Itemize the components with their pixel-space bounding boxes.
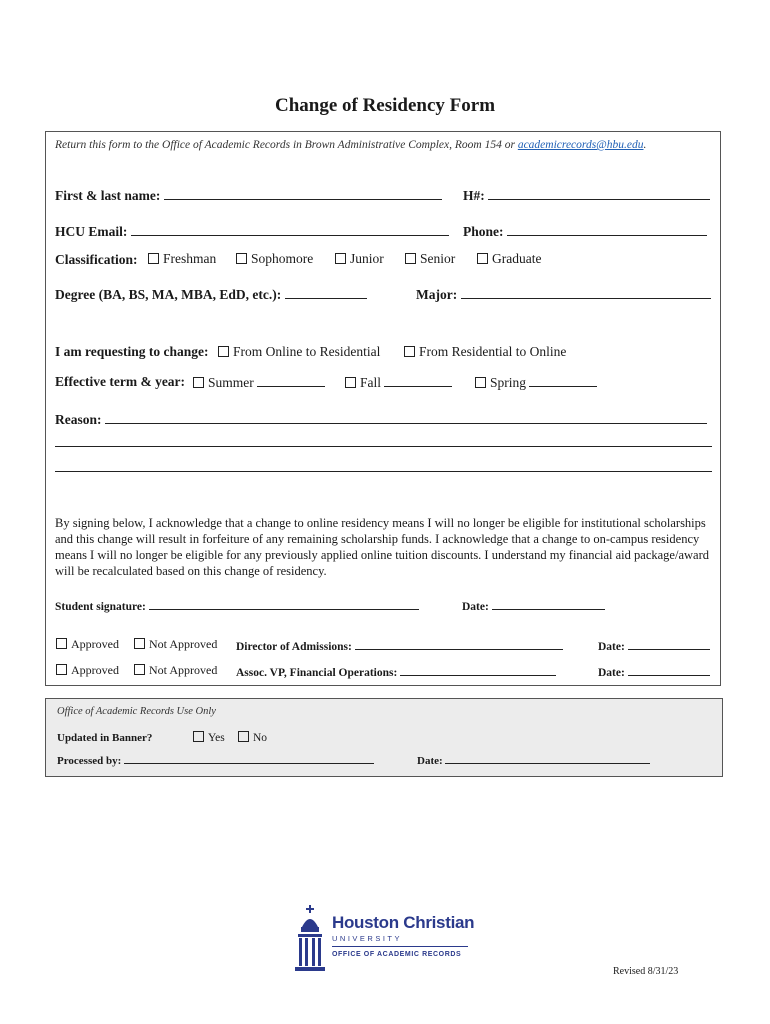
page-title: Change of Residency Form — [274, 95, 496, 116]
vp-field: Assoc. VP, Financial Operations: — [236, 663, 556, 679]
h-number-field: H#: — [463, 187, 710, 204]
checkbox[interactable] — [134, 638, 145, 649]
student-date-input[interactable] — [492, 597, 605, 610]
acknowledgement-text: By signing below, I acknowledge that a change to online residency means I will no longer be eligible for institutional scholarships and this change will result in forfeiture of any remaining scholarship funds. I acknowledge that a change to on-campus residency means I will no longer be eligible for any previously applied online tuition discounts. I understand my financial aid package/award will be recalculated based on this change of residency. — [55, 516, 709, 578]
term-spring[interactable]: Spring — [475, 374, 597, 391]
revised-date: Revised 8/31/23 — [613, 966, 679, 977]
spring-year-input[interactable] — [529, 374, 597, 387]
phone-input[interactable] — [507, 223, 707, 236]
student-signature-field: Student signature: — [55, 597, 419, 613]
checkbox[interactable] — [193, 377, 204, 388]
checkbox[interactable] — [477, 253, 488, 264]
classification-sophomore[interactable]: Sophomore — [236, 251, 313, 267]
reason-input-line-1[interactable] — [105, 411, 707, 424]
university-logo — [292, 905, 475, 975]
logo-office: OFFICE OF ACADEMIC RECORDS — [332, 951, 462, 958]
vp-signature-input[interactable] — [400, 663, 556, 676]
director-date-field: Date: — [598, 637, 710, 653]
request-label: I am requesting to change: — [55, 344, 209, 359]
name-field: First & last name: — [55, 187, 442, 204]
major-input[interactable] — [461, 286, 711, 299]
checkbox[interactable] — [148, 253, 159, 264]
reason-field: Reason: — [55, 411, 707, 428]
checkbox[interactable] — [134, 664, 145, 675]
phone-field: Phone: — [463, 223, 707, 240]
term-label: Effective term & year: — [55, 374, 186, 389]
processed-input[interactable] — [124, 753, 374, 764]
h-number-input[interactable] — [488, 187, 710, 200]
checkbox[interactable] — [218, 346, 229, 357]
checkbox[interactable] — [345, 377, 356, 388]
checkbox[interactable] — [475, 377, 486, 388]
vp-approved[interactable]: Approved — [56, 663, 119, 678]
logo-sub: UNIVERSITY — [332, 934, 403, 943]
intro-text: Return this form to the Office of Academic Records in Brown Administrative Complex, Room 154 or academicrecords@hbu.edu. — [55, 139, 647, 151]
classification-junior[interactable]: Junior — [335, 251, 384, 267]
reason-input-line-3[interactable] — [55, 471, 712, 472]
vp-date-input[interactable] — [628, 663, 710, 676]
classification-freshman[interactable]: Freshman — [148, 251, 216, 267]
checkbox[interactable] — [193, 731, 204, 742]
classification-senior[interactable]: Senior — [405, 251, 455, 267]
classification-graduate[interactable]: Graduate — [477, 251, 541, 267]
email-field: HCU Email: — [55, 223, 449, 240]
banner-yes[interactable]: Yes — [193, 731, 225, 744]
major-field: Major: — [416, 286, 711, 303]
chapel-icon — [292, 905, 328, 975]
degree-input[interactable] — [285, 286, 367, 299]
checkbox[interactable] — [238, 731, 249, 742]
classification-row: Classification: — [55, 252, 138, 267]
checkbox[interactable] — [404, 346, 415, 357]
request-online-to-residential[interactable]: From Online to Residential — [218, 344, 380, 360]
director-not-approved[interactable]: Not Approved — [134, 637, 217, 652]
vp-not-approved[interactable]: Not Approved — [134, 663, 217, 678]
request-residential-to-online[interactable]: From Residential to Online — [404, 344, 566, 360]
checkbox[interactable] — [335, 253, 346, 264]
checkbox[interactable] — [405, 253, 416, 264]
director-approved[interactable]: Approved — [56, 637, 119, 652]
checkbox[interactable] — [236, 253, 247, 264]
banner-no[interactable]: No — [238, 731, 267, 744]
checkbox[interactable] — [56, 664, 67, 675]
fall-year-input[interactable] — [384, 374, 452, 387]
processed-field: Processed by: — [57, 753, 374, 767]
email-input[interactable] — [131, 223, 449, 236]
term-fall[interactable]: Fall — [345, 374, 452, 391]
student-signature-input[interactable] — [149, 597, 419, 610]
student-date-field: Date: — [462, 597, 605, 613]
director-field: Director of Admissions: — [236, 637, 563, 653]
office-use-title: Office of Academic Records Use Only — [57, 706, 216, 717]
banner-label: Updated in Banner? — [57, 732, 153, 744]
office-date-input[interactable] — [445, 753, 650, 764]
reason-input-line-2[interactable] — [55, 446, 712, 447]
name-input[interactable] — [164, 187, 442, 200]
office-date-field: Date: — [417, 753, 650, 767]
term-summer[interactable]: Summer — [193, 374, 325, 391]
email-link[interactable]: academicrecords@hbu.edu — [517, 139, 644, 151]
director-date-input[interactable] — [628, 637, 710, 650]
checkbox[interactable] — [56, 638, 67, 649]
director-signature-input[interactable] — [355, 637, 563, 650]
logo-divider — [332, 946, 468, 947]
vp-date-field: Date: — [598, 663, 710, 679]
logo-name: Houston Christian — [332, 913, 475, 932]
summer-year-input[interactable] — [257, 374, 325, 387]
degree-field: Degree (BA, BS, MA, MBA, EdD, etc.): — [55, 286, 367, 303]
